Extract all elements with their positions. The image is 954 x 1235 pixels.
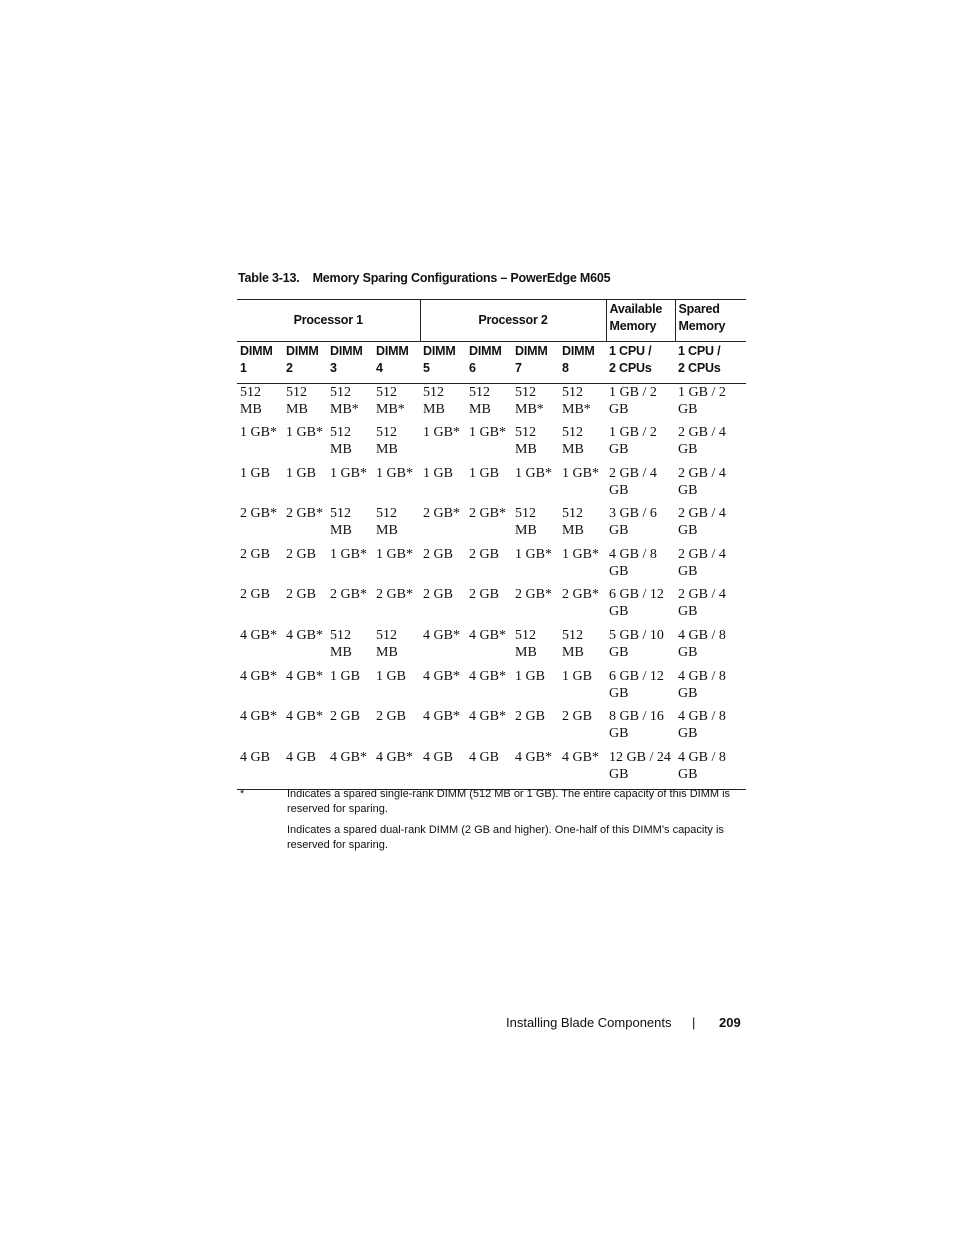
column-header: DIMM 2	[286, 344, 319, 375]
table-cell: 512 MB	[240, 385, 262, 417]
table-cell: 4 GB*	[423, 709, 460, 725]
table-cell: 4 GB	[423, 749, 453, 765]
table-cell: 2 GB / 4 GB	[609, 465, 657, 498]
table-cell: 1 GB*	[423, 425, 460, 441]
table-cell: 4 GB / 8 GB	[678, 628, 726, 661]
table-cell: 2 GB*	[562, 587, 599, 603]
table-cell: 2 GB	[330, 709, 360, 725]
table-cell: 4 GB*	[286, 668, 323, 684]
table-cell: 1 GB	[423, 465, 453, 481]
memory-sparing-table	[237, 299, 746, 790]
table-cell: 2 GB	[562, 709, 592, 725]
processor-1-header: Processor 1	[293, 313, 363, 327]
table-cell: 4 GB*	[469, 709, 506, 725]
table-cell: 4 GB / 8 GB	[678, 749, 726, 782]
column-header-row	[237, 342, 746, 384]
table-cell: 1 GB / 2 GB	[609, 425, 657, 458]
table-cell: 4 GB / 8 GB	[678, 668, 726, 701]
processor-2-header: Processor 2	[420, 300, 606, 342]
table-cell: 2 GB	[376, 709, 406, 725]
footnote-symbol	[240, 823, 287, 853]
table-cell: 4 GB*	[240, 668, 277, 684]
table-cell: 4 GB*	[376, 749, 413, 765]
table-row	[237, 627, 746, 668]
table-cell: 4 GB / 8 GB	[609, 546, 657, 579]
column-header: 1 CPU / 2 CPUs	[609, 344, 652, 375]
table-cell: 512 MB	[562, 425, 584, 458]
table-cell: 512 MB	[562, 506, 584, 539]
table-cell: 2 GB	[469, 546, 499, 562]
table-cell: 1 GB*	[240, 425, 277, 441]
column-header: DIMM 4	[376, 344, 409, 375]
table-cell: 1 GB*	[376, 546, 413, 562]
table-cell: 512 MB*	[562, 385, 591, 417]
page-footer	[506, 1015, 741, 1030]
table-row	[237, 749, 746, 790]
table-cell: 2 GB	[286, 546, 316, 562]
table-cell: 4 GB	[240, 749, 270, 765]
table-cell: 2 GB*	[423, 506, 460, 522]
table-cell: 4 GB*	[423, 628, 460, 644]
table-cell: 2 GB	[286, 587, 316, 603]
table-cell: 1 GB	[469, 465, 499, 481]
table-cell: 8 GB / 16 GB	[609, 709, 664, 742]
table-cell: 2 GB*	[469, 506, 506, 522]
table-number: Table 3-13.	[238, 271, 300, 285]
table-cell: 2 GB	[240, 587, 270, 603]
footnote	[240, 787, 746, 817]
table-row	[237, 586, 746, 627]
table-cell: 2 GB / 4 GB	[678, 465, 726, 498]
table-cell: 1 GB	[376, 668, 406, 684]
table-cell: 2 GB*	[515, 587, 552, 603]
table-cell: 4 GB / 8 GB	[678, 709, 726, 742]
table-cell: 1 GB*	[515, 546, 552, 562]
table-cell: 1 GB*	[469, 425, 506, 441]
column-header: DIMM 6	[469, 344, 502, 375]
table-cell: 2 GB*	[286, 506, 323, 522]
table-cell: 512 MB	[330, 425, 352, 458]
table-cell: 2 GB / 4 GB	[678, 546, 726, 579]
table-cell: 1 GB	[240, 465, 270, 481]
table-cell: 1 GB	[562, 668, 592, 684]
table-cell: 4 GB*	[515, 749, 552, 765]
table-cell: 2 GB	[240, 546, 270, 562]
table-row	[237, 546, 746, 587]
table-cell: 12 GB / 24 GB	[609, 749, 671, 782]
table-cell: 2 GB / 4 GB	[678, 425, 726, 458]
table-row	[237, 465, 746, 506]
table-row	[237, 384, 746, 425]
available-memory-header: Available Memory	[606, 300, 675, 342]
table-cell: 1 GB	[286, 465, 316, 481]
table-cell: 1 GB*	[562, 465, 599, 481]
table-cell: 6 GB / 12 GB	[609, 587, 664, 620]
table-cell: 512 MB*	[330, 385, 359, 417]
table-cell: 3 GB / 6 GB	[609, 506, 657, 539]
table-cell: 2 GB	[515, 709, 545, 725]
table-cell: 4 GB*	[286, 628, 323, 644]
table-cell: 1 GB	[515, 668, 545, 684]
table-cell: 512 MB	[515, 506, 537, 539]
table-cell: 1 GB / 2 GB	[609, 385, 657, 417]
table-cell: 2 GB	[423, 587, 453, 603]
table-cell: 4 GB	[286, 749, 316, 765]
table-cell: 512 MB*	[515, 385, 544, 417]
table-cell: 512 MB	[469, 385, 491, 417]
spared-memory-header: Spared Memory	[675, 300, 746, 342]
column-header: 1 CPU / 2 CPUs	[678, 344, 721, 375]
table-cell: 4 GB*	[423, 668, 460, 684]
table-row	[237, 708, 746, 749]
table-cell: 512 MB*	[376, 385, 405, 417]
table-cell: 512 MB	[376, 425, 398, 458]
table-cell: 512 MB	[562, 628, 584, 661]
column-header: DIMM 5	[423, 344, 456, 375]
footnote-text: Indicates a spared dual-rank DIMM (2 GB and higher). One-half of this DIMM’s capacity is reserved for sparing.	[287, 824, 724, 851]
table-cell: 512 MB	[423, 385, 445, 417]
table-cell: 512 MB	[330, 628, 352, 661]
table-cell: 1 GB*	[330, 465, 367, 481]
table-cell: 1 GB*	[562, 546, 599, 562]
table-cell: 1 GB*	[515, 465, 552, 481]
column-header: DIMM 3	[330, 344, 363, 375]
table-cell: 4 GB*	[469, 668, 506, 684]
table-cell: 1 GB	[330, 668, 360, 684]
table-cell: 6 GB / 12 GB	[609, 668, 664, 701]
table-cell: 512 MB	[286, 385, 308, 417]
table-cell: 512 MB	[515, 425, 537, 458]
table-cell: 2 GB*	[240, 506, 277, 522]
table-cell: 2 GB	[469, 587, 499, 603]
table-cell: 512 MB	[330, 506, 352, 539]
table-cell: 2 GB	[423, 546, 453, 562]
table-cell: 1 GB*	[330, 546, 367, 562]
table-row	[237, 424, 746, 465]
column-header: DIMM 1	[240, 344, 273, 375]
table-cell: 4 GB*	[330, 749, 367, 765]
table-cell: 1 GB / 2 GB	[678, 385, 726, 417]
table-body	[237, 384, 746, 790]
table-cell: 512 MB	[376, 628, 398, 661]
table-cell: 512 MB	[376, 506, 398, 539]
table-cell: 2 GB / 4 GB	[678, 506, 726, 539]
table-row	[237, 668, 746, 709]
table-cell: 2 GB*	[376, 587, 413, 603]
table-cell: 4 GB*	[240, 709, 277, 725]
footnote	[240, 823, 746, 853]
table-cell: 4 GB*	[562, 749, 599, 765]
footnote-text: Indicates a spared single-rank DIMM (512 MB or 1 GB). The entire capacity of this DIMM is reserved for sparing.	[287, 788, 731, 815]
table-cell: 2 GB / 4 GB	[678, 587, 726, 620]
table-cell: 512 MB	[515, 628, 537, 661]
page-number: 209	[719, 1015, 741, 1030]
table-cell: 4 GB*	[240, 628, 277, 644]
table-cell: 2 GB*	[330, 587, 367, 603]
table-cell: 5 GB / 10 GB	[609, 628, 664, 661]
column-header: DIMM 8	[562, 344, 595, 375]
table-cell: 4 GB*	[286, 709, 323, 725]
table-cell: 4 GB	[469, 749, 499, 765]
table-caption	[238, 271, 610, 285]
footer-separator: |	[692, 1015, 696, 1030]
table-footnotes	[240, 787, 746, 859]
footer-section-title: Installing Blade Components	[506, 1015, 672, 1030]
group-header-row	[237, 300, 746, 342]
table-cell: 1 GB*	[286, 425, 323, 441]
footnote-symbol: *	[240, 788, 245, 800]
table-title: Memory Sparing Configurations – PowerEdge M605	[312, 271, 611, 285]
table-cell: 1 GB*	[376, 465, 413, 481]
table-row	[237, 505, 746, 546]
table-cell: 4 GB*	[469, 628, 506, 644]
column-header: DIMM 7	[515, 344, 548, 375]
